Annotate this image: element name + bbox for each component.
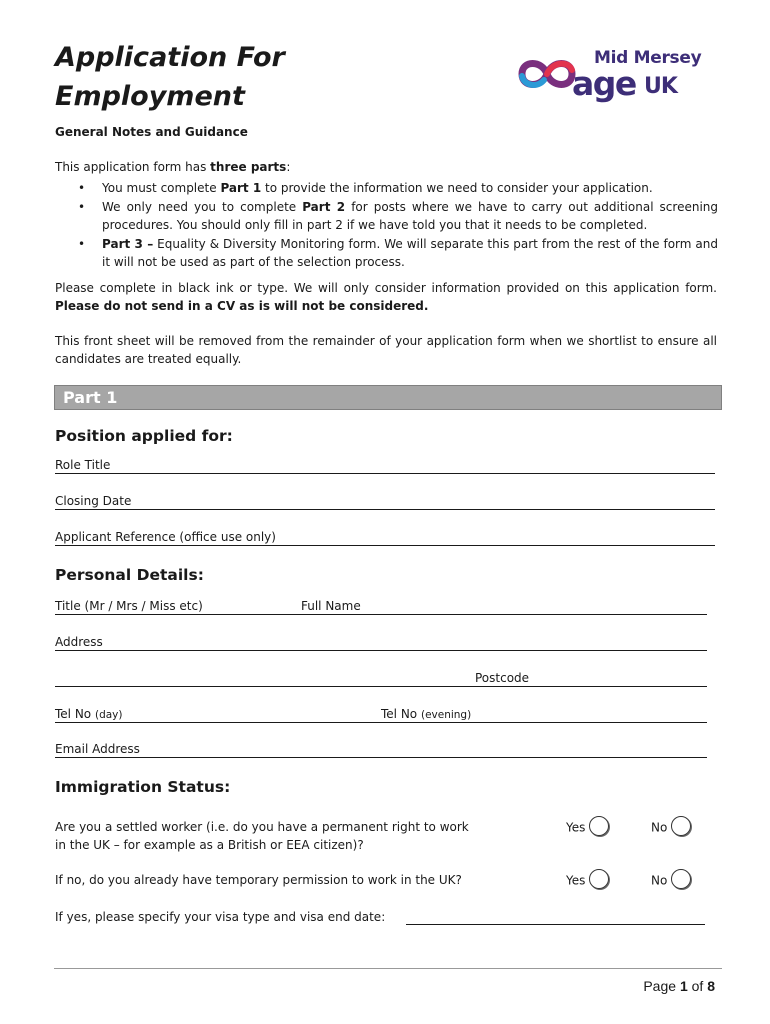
- title-fullname-field[interactable]: [55, 597, 707, 615]
- q2-no-radio[interactable]: [671, 869, 691, 889]
- email-label: Email Address: [55, 742, 140, 756]
- bullet-prefix: You must complete: [102, 181, 221, 195]
- tel-evening-small: (evening): [420, 709, 472, 721]
- title-label: Title (Mr / Mrs / Miss etc): [55, 599, 203, 613]
- question-1-line-1: Are you a settled worker (i.e. do you have a permanent right to work: [55, 820, 469, 834]
- role-title-field[interactable]: [55, 456, 715, 474]
- bullet-suffix: for posts where we have to carry out additional screening procedures. You should only fill in part 2 if we have told you that it needs to be completed.: [102, 199, 718, 232]
- ink-instructions: [55, 279, 717, 315]
- tel-evening-text: Tel No: [381, 707, 418, 721]
- tel-day-small: (day): [94, 709, 123, 721]
- bullet-suffix: to provide the information we need to consider your application.: [261, 181, 653, 195]
- list-item: [78, 198, 718, 235]
- bullet-bold: Part 1: [220, 181, 262, 195]
- title-line-1: Application For: [55, 42, 285, 73]
- q2-yes-option[interactable]: [566, 871, 609, 891]
- yes-label: Yes: [566, 873, 586, 888]
- page-total: 8: [707, 978, 715, 994]
- bullet-bold: Part 3 –: [102, 236, 154, 251]
- intro-bold: three parts: [210, 160, 287, 174]
- temporary-permission-question: If no, do you already have temporary permission to work in the UK?: [55, 873, 462, 887]
- immigration-heading: Immigration Status:: [55, 778, 231, 796]
- front-sheet-note: This front sheet will be removed from the remainder of your application form when we shortlist to ensure all candidates are treated equally.: [55, 334, 717, 366]
- list-item: [78, 235, 718, 272]
- applicant-reference-field[interactable]: [55, 528, 715, 546]
- page-current: 1: [679, 978, 688, 994]
- settled-worker-question: [55, 818, 469, 854]
- bullet-prefix: We only need you to complete: [102, 199, 303, 214]
- position-heading: Position applied for:: [55, 427, 233, 445]
- q1-yes-radio[interactable]: [589, 816, 609, 836]
- email-field[interactable]: [55, 740, 707, 758]
- address-label: Address: [55, 635, 103, 649]
- postcode-field[interactable]: [55, 669, 707, 687]
- tel-day-text: Tel No: [55, 707, 92, 721]
- ink-bold-text: Please do not send in a CV as is will not be considered.: [55, 299, 429, 313]
- bullet-bold: Part 2: [302, 199, 346, 214]
- intro-prefix: This application form has: [55, 160, 211, 174]
- page-title: [55, 38, 285, 116]
- tel-field[interactable]: [55, 705, 707, 723]
- role-title-label: Role Title: [55, 458, 111, 472]
- ink-text: Please complete in black ink or type. We will only consider information provided on this application form.: [55, 281, 717, 295]
- part-1-header: [54, 385, 722, 410]
- page-number: [643, 978, 715, 994]
- postcode-label: Postcode: [475, 671, 530, 685]
- of-word: of: [691, 978, 704, 994]
- no-label: No: [651, 820, 668, 835]
- visa-question: If yes, please specify your visa type and visa end date:: [55, 910, 386, 924]
- logo-age-text: age: [572, 64, 636, 103]
- age-uk-logo: [516, 44, 716, 110]
- full-name-label: Full Name: [301, 599, 361, 613]
- visa-details-field[interactable]: [406, 907, 705, 925]
- page-word: Page: [643, 978, 677, 994]
- tel-evening-label: [381, 707, 471, 721]
- bullet-suffix: Equality & Diversity Monitoring form. We will separate this part from the rest of the form and it will not be used as part of the selection process.: [102, 236, 718, 269]
- address-field[interactable]: [55, 633, 707, 651]
- question-1-line-2: in the UK – for example as a British or EEA citizen)?: [55, 838, 364, 852]
- closing-date-label: Closing Date: [55, 494, 132, 508]
- infinity-logo-icon: [516, 52, 578, 96]
- q1-no-option[interactable]: [651, 818, 691, 838]
- q1-yes-option[interactable]: [566, 818, 609, 838]
- footer-divider: [54, 968, 722, 969]
- applicant-reference-label: Applicant Reference (office use only): [55, 530, 276, 544]
- q2-no-option[interactable]: [651, 871, 691, 891]
- list-item: [78, 179, 718, 198]
- parts-list: [78, 179, 718, 272]
- yes-label: Yes: [566, 820, 586, 835]
- no-label: No: [651, 873, 668, 888]
- logo-mid-mersey-text: Mid Mersey: [594, 48, 702, 68]
- logo-uk-text: UK: [644, 74, 677, 99]
- personal-details-heading: Personal Details:: [55, 566, 204, 584]
- notes-heading: General Notes and Guidance: [55, 125, 248, 139]
- intro-suffix: :: [286, 160, 291, 174]
- intro-text: [55, 160, 290, 174]
- tel-day-label: [55, 707, 122, 721]
- part-1-label: Part 1: [63, 388, 118, 407]
- q2-yes-radio[interactable]: [589, 869, 609, 889]
- closing-date-field[interactable]: [55, 492, 715, 510]
- q1-no-radio[interactable]: [671, 816, 691, 836]
- title-line-2: Employment: [55, 81, 245, 112]
